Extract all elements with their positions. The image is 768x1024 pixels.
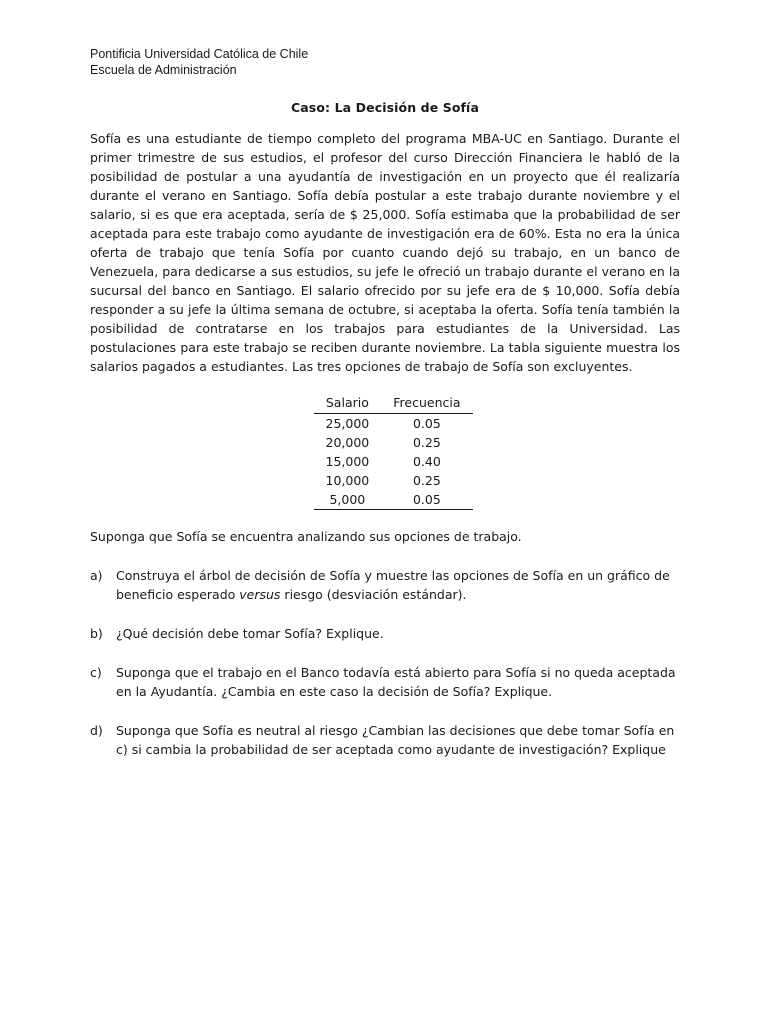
question-d	[90, 721, 680, 759]
column-header-frecuencia: Frecuencia	[381, 394, 472, 414]
question-d-text: Suponga que Sofía es neutral al riesgo ¿Cambian las decisiones que debe tomar Sofía en c) si cambia la probabilidad de ser aceptada como ayudante de investigación? Explique	[116, 723, 675, 757]
salary-cell: 20,000	[325, 435, 370, 450]
question-b	[90, 624, 680, 643]
case-title: Caso: La Decisión de Sofía	[291, 100, 479, 115]
table-row	[314, 414, 473, 434]
frequency-cell: 0.40	[412, 454, 441, 469]
table-row	[314, 433, 473, 452]
university-name: Pontificia Universidad Católica de Chile	[90, 47, 309, 61]
question-d-label: d)	[90, 723, 103, 738]
question-a-label: a)	[90, 568, 103, 583]
question-a-text-end: riesgo (desviación estándar).	[280, 587, 467, 602]
table-row	[314, 490, 473, 510]
salary-cell: 10,000	[325, 473, 370, 488]
frequency-cell: 0.25	[412, 435, 441, 450]
column-header-salario: Salario	[314, 394, 382, 414]
school-name: Escuela de Administración	[90, 63, 237, 77]
salary-cell: 25,000	[325, 416, 370, 431]
question-c-label: c)	[90, 665, 102, 680]
salary-frequency-table	[314, 394, 473, 510]
case-paragraph: Sofía es una estudiante de tiempo completo del programa MBA-UC en Santiago. Durante el primer trimestre de sus estudios, el profesor del curso Dirección Financiera le habló de la posibilidad de postular a una ayudantía de investigación en un proyecto que él realizaría durante el verano en Santiago. Sofía debía postular a este trabajo durante noviembre y el salario, si es que era aceptada, sería de $ 25,000. Sofía estimaba que la probabilidad de ser aceptada para este trabajo como ayudante de investigación era de 60%. Esta no era la única oferta de trabajo que tenía Sofía por cuanto cuando dejó su trabajo, en un banco de Venezuela, para dedicarse a sus estudios, su jefe le ofreció un trabajo durante el verano en la sucursal del banco en Santiago. El salario ofrecido por su jefe era de $ 10,000. Sofía debía responder a su jefe la última semana de octubre, si aceptaba la oferta. Sofía tenía también la posibilidad de contratarse en los trabajos para estudiantes de la Universidad. Las postulaciones para este trabajo se reciben durante noviembre. La tabla siguiente muestra los salarios pagados a estudiantes. Las tres opciones de trabajo de Sofía son excluyentes.	[90, 131, 680, 374]
question-a-text	[116, 566, 680, 604]
frequency-cell: 0.25	[412, 473, 441, 488]
salary-cell: 15,000	[325, 454, 370, 469]
document-page	[90, 46, 680, 759]
questions-intro: Suponga que Sofía se encuentra analizando sus opciones de trabajo.	[90, 529, 522, 544]
question-a-italic: versus	[239, 587, 281, 602]
question-a-text-start: Construya el árbol de decisión de Sofía y muestre las opciones de Sofía en un gráfico de beneficio esperado	[116, 568, 670, 602]
salary-table-wrap	[90, 394, 680, 510]
frequency-cell: 0.05	[381, 490, 472, 510]
question-b-text: ¿Qué decisión debe tomar Sofía? Explique.	[116, 626, 384, 641]
table-row	[314, 471, 473, 490]
table-header-row	[314, 394, 473, 414]
frequency-cell: 0.05	[412, 416, 441, 431]
table-row	[314, 452, 473, 471]
question-c	[90, 663, 680, 701]
question-a	[90, 566, 680, 604]
salary-cell: 5,000	[314, 490, 382, 510]
question-b-label: b)	[90, 626, 103, 641]
question-c-text: Suponga que el trabajo en el Banco todavía está abierto para Sofía si no queda aceptada en la Ayudantía. ¿Cambia en este caso la decisión de Sofía? Explique.	[116, 665, 676, 699]
